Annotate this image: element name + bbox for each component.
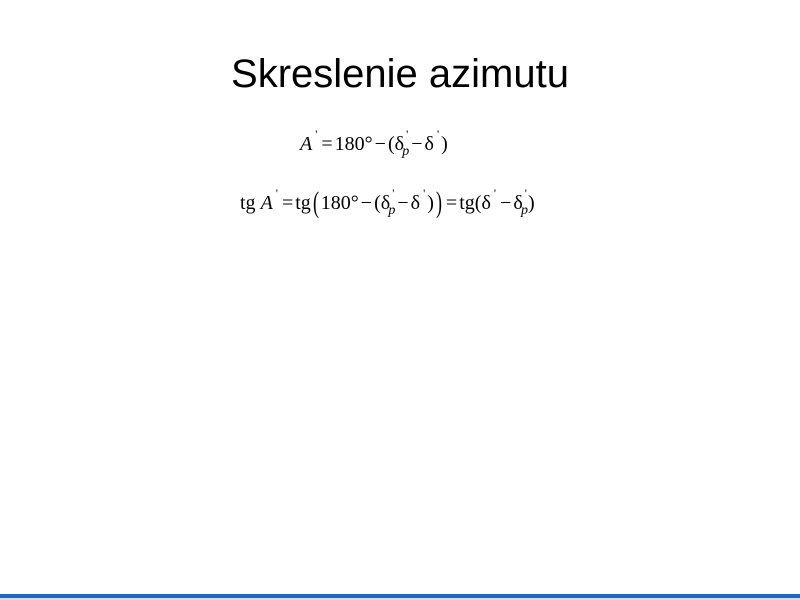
prime-mark: ' [315,127,318,141]
open-paren: ( [374,192,381,214]
delta-symbol: δ [394,133,405,155]
formula-tangent-azimuth [240,186,535,219]
tg-function: tg [295,192,311,214]
minus-sign: − [374,133,386,155]
prime-mark: ' [493,186,497,200]
delta-symbol: δ [424,133,434,155]
minus-sign: − [500,192,512,214]
formula-azimuth [300,127,448,159]
equals-sign: = [321,133,333,155]
minus-sign: − [360,192,373,214]
prime-mark: ' [524,186,527,200]
tg-function: tg [240,192,256,214]
prime-mark: ' [436,127,440,141]
prime-mark: ' [275,186,278,200]
angle-value: 180° [334,133,373,155]
subscript-p: p [520,203,528,218]
equals-sign: = [445,192,458,214]
delta-symbol: δ [481,192,491,214]
minus-sign: − [411,133,423,155]
close-paren: ) [527,192,535,214]
delta-symbol: δ [380,192,391,214]
close-paren: ) [427,192,434,214]
slide-title: Skreslenie azimutu [231,52,569,96]
open-paren: ( [387,133,395,155]
subscript-p: p [402,144,410,159]
prime-mark: ' [423,186,426,200]
symbol-a: A [260,192,273,214]
prime-mark: ' [392,186,395,200]
angle-value: 180° [320,192,359,214]
tg-function: tg [459,192,475,214]
close-paren: ) [441,133,448,155]
prime-mark: ' [406,127,409,141]
subscript-p: p [388,203,396,218]
delta-symbol: δ [513,192,523,214]
symbol-a: A [300,133,313,155]
close-paren-large: ) [435,186,442,219]
delta-symbol: δ [410,192,421,214]
open-paren-large: ( [312,186,319,219]
open-paren: ( [474,192,482,214]
minus-sign: − [397,192,409,214]
equals-sign: = [281,192,294,214]
